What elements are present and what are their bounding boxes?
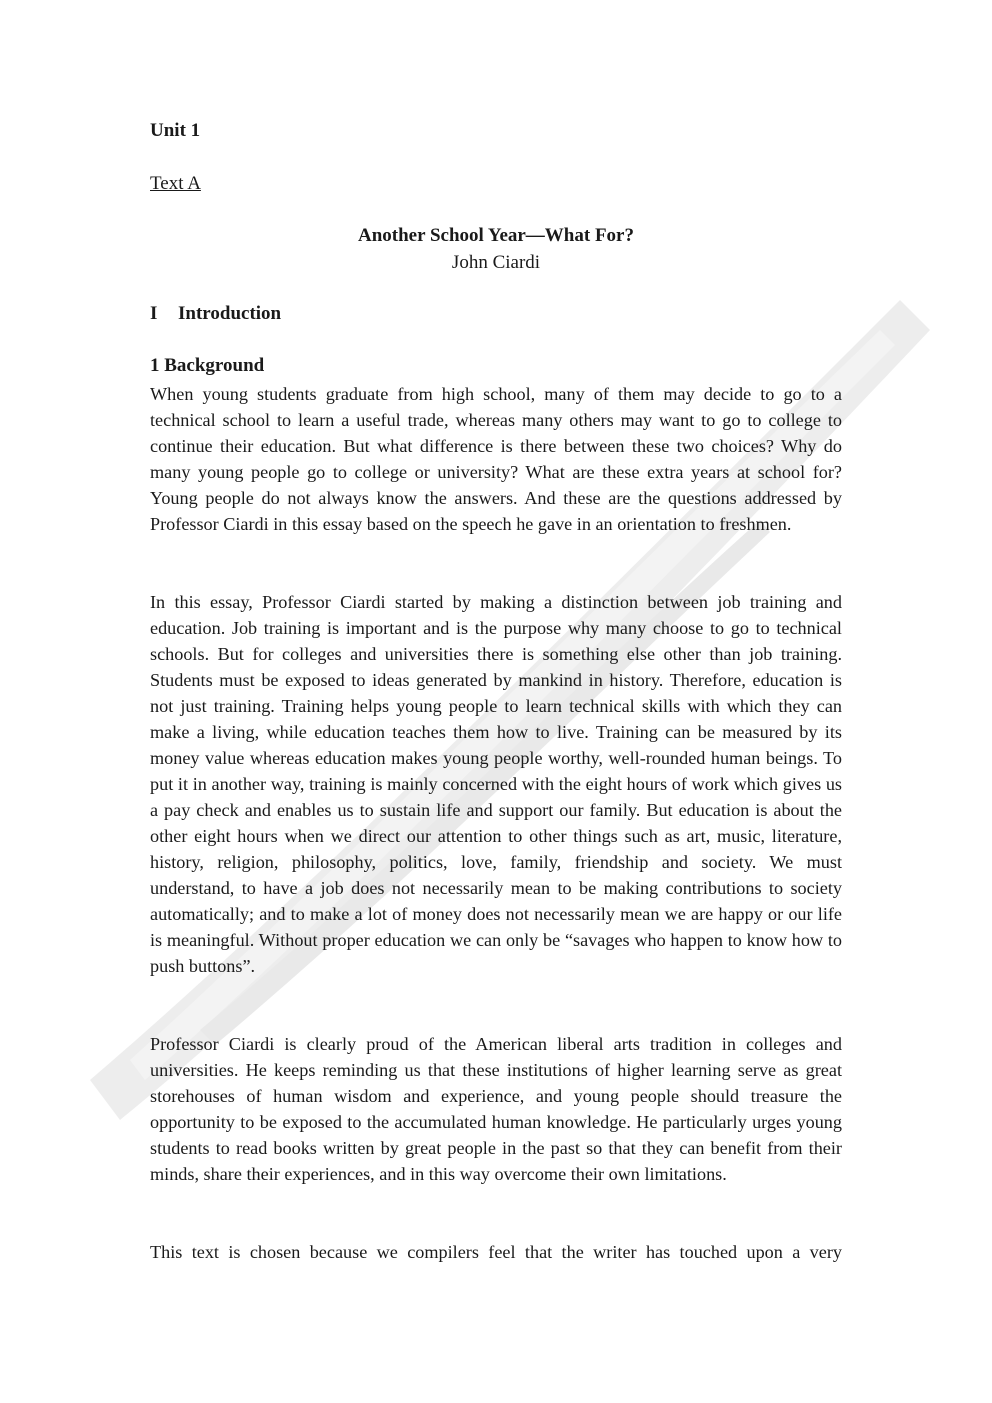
unit-title: Unit 1 — [150, 120, 201, 141]
section-heading — [150, 303, 281, 325]
paragraph: Professor Ciardi is clearly proud of the American liberal arts tradition in colleges and universities. He keeps reminding us that these institutions of higher learning serve as great storehouses of human wisdom and experience, and young people should treasure the opportunity to be exposed to the accumulated human knowledge. He particularly urges young students to read books written by great people in the past so that they can benefit from their minds, share their experiences, and in this way overcome their own limitations. — [150, 1034, 842, 1184]
paragraph: In this essay, Professor Ciardi started by making a distinction between job training and education. Job training is important and is the purpose why many choose to go to technical schools. But for colleges and universities there is something else other than job training. Students must be exposed to ideas generated by mankind in history. Therefore, education is not just training. Training helps young people to learn technical skills with which they can make a living, while education teaches them how to live. Training can be measured by its money value whereas education makes young people worthy, well-rounded human beings. To put it in another way, training is mainly concerned with the eight hours of work which gives us a pay check and enables us to sustain life and support our family. But education is about the other eight hours when we direct our attention to other things such as art, music, literature, history, religion, philosophy, politics, love, family, friendship and society. We must understand, to have a job does not necessarily mean to be making contributions to society automatically; and to make a lot of money does not necessarily mean we are happy or our life is meaningful. Without proper education we can only be “savages who happen to know how to push buttons”. — [150, 592, 842, 976]
paragraph: When young students graduate from high school, many of them may decide to go to a technical school to learn a useful trade, whereas many others may want to go to college to continue their education. But what difference is there between these two choices? Why do many young people go to college or university? What are these extra years at school for? Young people do not always know the answers. And these are the questions addressed by Professor Ciardi in this essay based on the speech he gave in an orientation to freshmen. — [150, 384, 842, 534]
text-label: Text A — [150, 173, 201, 194]
paragraph: This text is chosen because we compilers feel that the writer has touched upon a very — [150, 1242, 842, 1262]
article-title: Another School Year—What For? — [357, 225, 634, 246]
article-author: John Ciardi — [451, 252, 541, 273]
section-number: I — [150, 303, 158, 324]
subsection-heading: 1 Background — [150, 355, 265, 376]
section-title: Introduction — [178, 303, 282, 324]
